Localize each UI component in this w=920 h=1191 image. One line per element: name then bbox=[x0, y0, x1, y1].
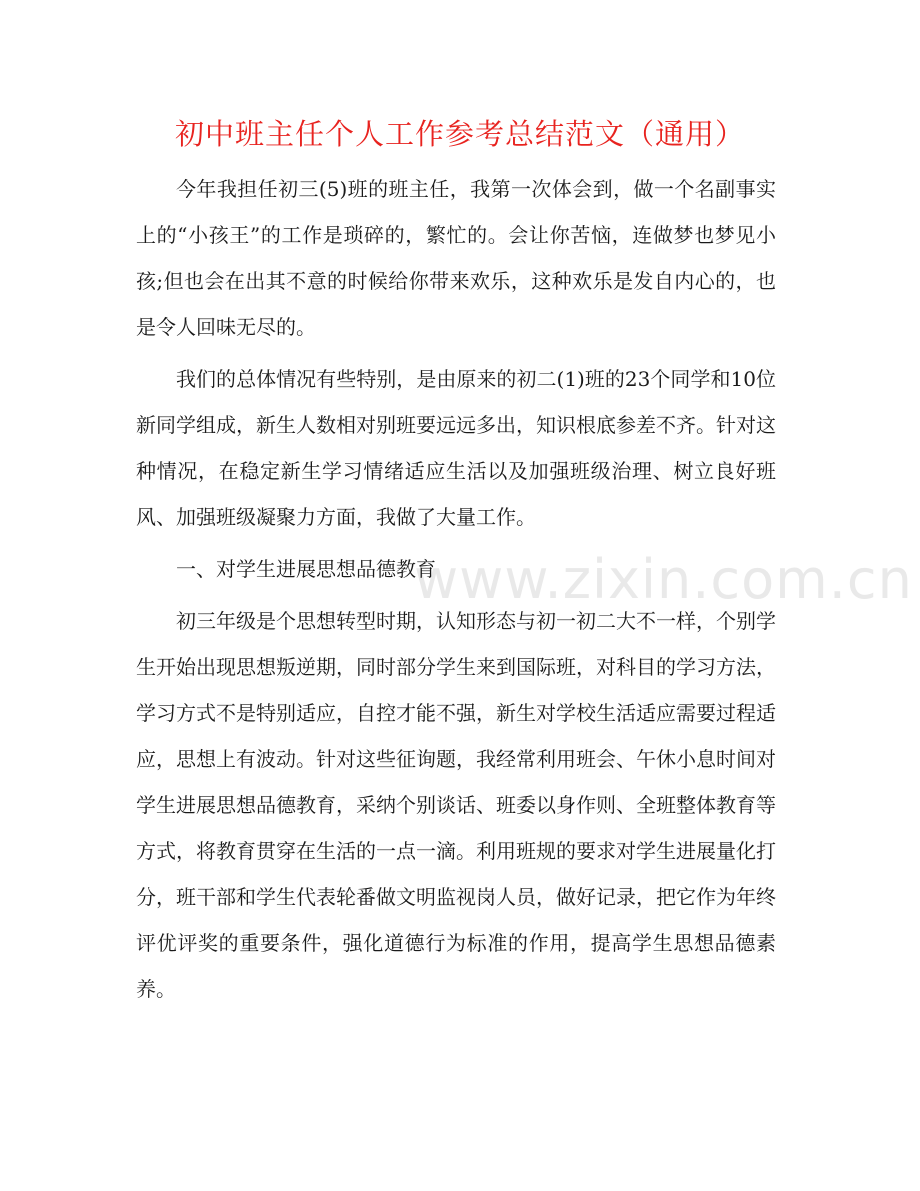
paragraph-moral-education: 初三年级是个思想转型时期，认知形态与初一初二大不一样，个别学生开始出现思想叛逆期，同时部分学生来到国际班，对科目的学习方法，学习方式不是特别适应，自控才能不强，新生对学校生活适应需要过程适应，思想上有波动。针对这些征询题，我经常利用班会、午休小息时间对学生进展思想品德教育，采纳个别谈话、班委以身作则、全班整体教育等方式，将教育贯穿在生活的一点一滴。利用班规的要求对学生进展量化打分，班干部和学生代表轮番做文明监视岗人员，做好记录，把它作为年终评优评奖的重要条件，强化道德行为标准的作用，提高学生思想品德素养。 bbox=[136, 609, 776, 1001]
paragraph-intro: 今年我担任初三(5)班的班主任，我第一次体会到，做一个名副事实上的“小孩王”的工作是琐碎的，繁忙的。会让你苦恼，连做梦也梦见小孩;但也会在出其不意的时候给你带来欢乐，这种欢乐是发自内心的，也是令人回味无尽的。 bbox=[136, 177, 776, 339]
paragraph-situation: 我们的总体情况有些特别，是由原来的初二(1)班的23个同学和10位新同学组成，新生人数相对别班要远远多出，知识根底参差不齐。针对这种情况，在稳定新生学习情绪适应生活以及加强班级治理、树立良好班风、加强班级凝聚力方面，我做了大量工作。 bbox=[136, 367, 776, 529]
document-body bbox=[136, 166, 776, 1012]
watermark: www.zixin.com.cn bbox=[414, 548, 913, 611]
document-title: 初中班主任个人工作参考总结范文（通用） bbox=[174, 117, 745, 151]
section-heading-moral-education: 一、对学生进展思想品德教育 bbox=[176, 557, 436, 581]
